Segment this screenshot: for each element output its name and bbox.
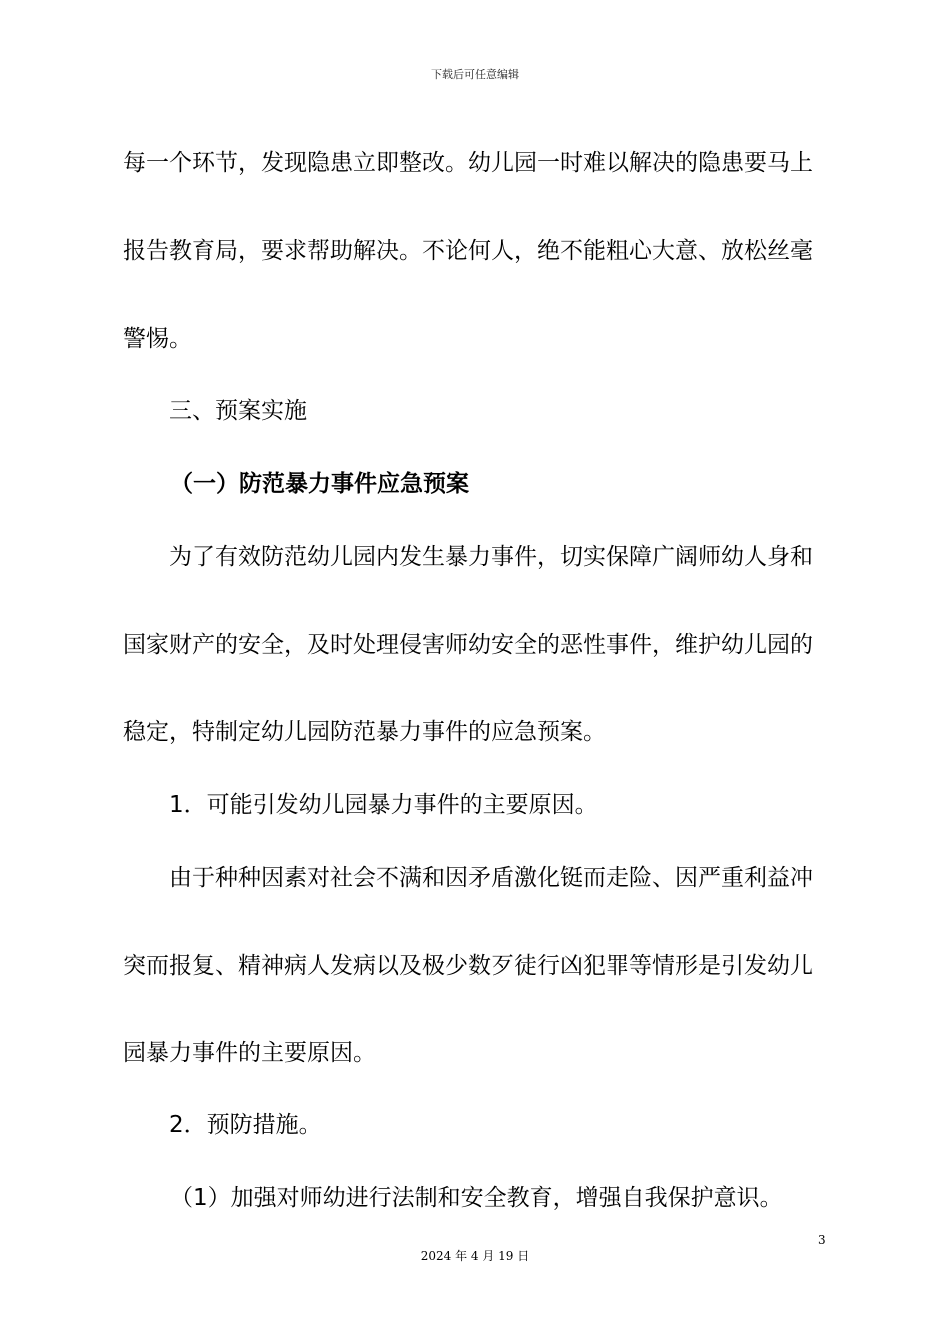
paragraph-line: 稳定，特制定幼儿园防范暴力事件的应急预案。 — [123, 719, 606, 745]
paragraph-line: 警惕。 — [123, 326, 192, 352]
numbered-item-heading: 2．预防措施。 — [169, 1112, 322, 1138]
footer-date: 2024 年 4 月 19 日 — [420, 1249, 530, 1263]
paragraph-line: 为了有效防范幼儿园内发生暴力事件，切实保障广阔师幼人身和 — [169, 544, 813, 570]
numbered-item-heading: 1．可能引发幼儿园暴力事件的主要原因。 — [169, 792, 598, 818]
paragraph-line: 每一个环节，发现隐患立即整改。幼儿园一时难以解决的隐患要马上 — [123, 150, 813, 176]
page-header-note: 下载后可任意编辑 — [431, 68, 519, 81]
paragraph-line: 报告教育局，要求帮助解决。不论何人，绝不能粗心大意、放松丝毫 — [123, 238, 813, 264]
section-heading: 三、预案实施 — [169, 398, 307, 424]
subsection-heading: （一）防范暴力事件应急预案 — [170, 471, 469, 497]
page-number: 3 — [818, 1233, 826, 1247]
paragraph-line: 由于种种因素对社会不满和因矛盾激化铤而走险、因严重利益冲 — [169, 865, 813, 891]
paragraph-line: 突而报复、精神病人发病以及极少数歹徒行凶犯罪等情形是引发幼儿 — [123, 953, 813, 979]
paragraph-line: 国家财产的安全，及时处理侵害师幼安全的恶性事件，维护幼儿园的 — [123, 632, 813, 658]
list-item: （1）加强对师幼进行法制和安全教育，增强自我保护意识。 — [170, 1185, 783, 1211]
paragraph-line: 园暴力事件的主要原因。 — [123, 1040, 376, 1066]
